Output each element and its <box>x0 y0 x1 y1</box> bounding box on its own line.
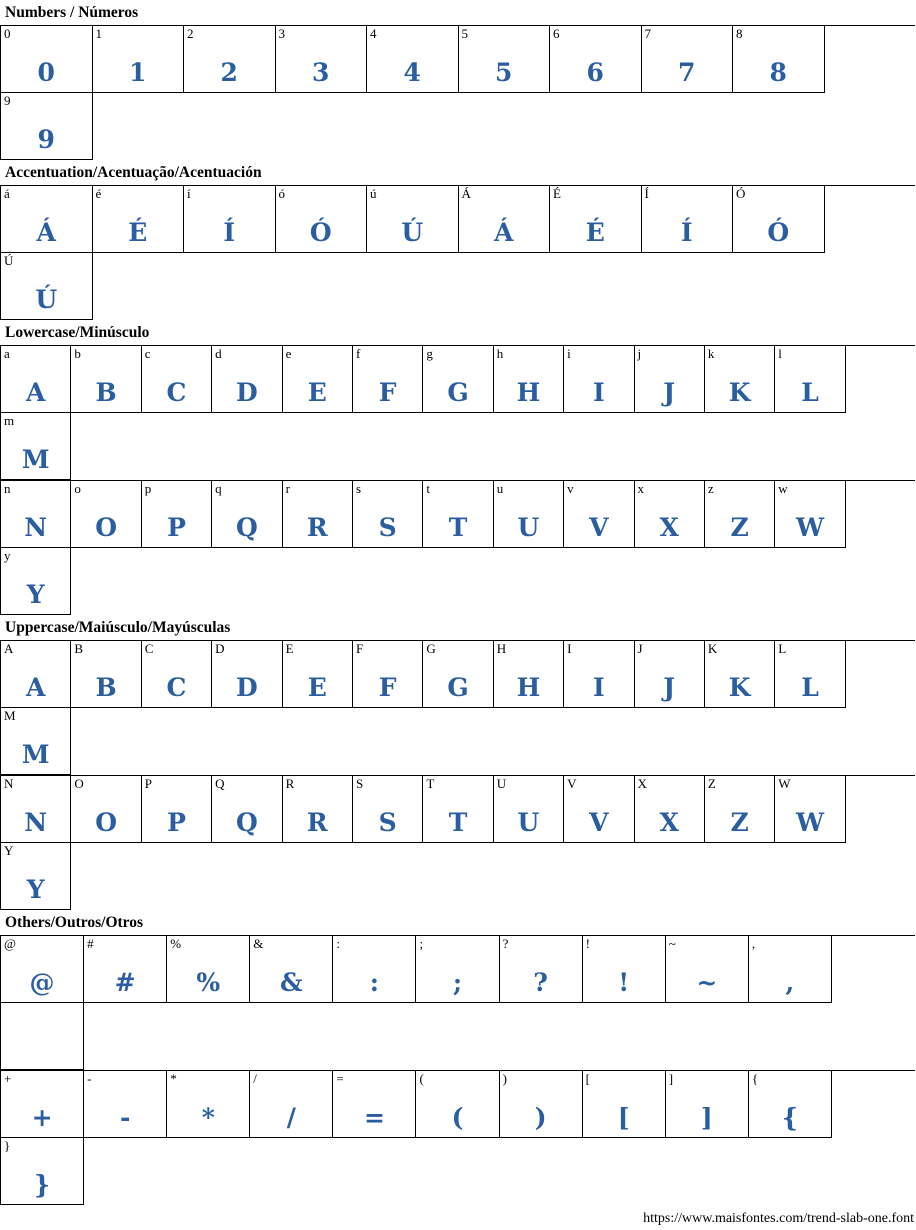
glyph-cell <box>71 776 141 843</box>
glyph-cell <box>416 1071 499 1138</box>
glyph-label: w <box>778 481 788 496</box>
glyph-cell <box>1 1138 84 1205</box>
glyph-sample: X <box>659 808 679 837</box>
section-title: Accentuation/Acentuação/Acentuación <box>5 164 262 181</box>
glyph-cell <box>367 26 459 93</box>
glyph-label: e <box>285 346 292 361</box>
glyph-sample: D <box>236 378 258 407</box>
glyph-row <box>0 935 915 1070</box>
glyph-sample: Í <box>223 218 236 247</box>
glyph-sample: N <box>24 513 48 542</box>
glyph-sample: Y <box>26 875 45 904</box>
section-title: Numbers / Números <box>5 4 139 21</box>
glyph-cell <box>494 346 564 413</box>
glyph-cell <box>642 186 734 253</box>
glyph-sample: Í <box>680 218 693 247</box>
glyph-sample: E <box>307 673 327 702</box>
glyph-sample: É <box>128 218 148 247</box>
glyph-sample: C <box>166 673 187 702</box>
glyph-sample: B <box>95 673 117 702</box>
glyph-cell <box>494 481 564 548</box>
glyph-label: v <box>567 481 574 496</box>
glyph-label: R <box>285 776 295 791</box>
glyph-cell <box>583 936 666 1003</box>
glyph-label: ( <box>419 1071 424 1086</box>
glyph-label: á <box>4 186 10 201</box>
glyph-cell <box>353 346 423 413</box>
glyph-label: ! <box>585 936 590 951</box>
glyph-sample: K <box>728 673 751 702</box>
glyph-label: E <box>285 641 294 656</box>
glyph-sample: V <box>589 513 609 542</box>
glyph-label: Y <box>4 843 14 858</box>
glyph-label: o <box>74 481 81 496</box>
glyph-label: Z <box>707 776 716 791</box>
source-url: https://www.maisfontes.com/trend-slab-one.font <box>643 1211 914 1226</box>
glyph-cell <box>212 641 282 708</box>
glyph-sample: B <box>95 378 117 407</box>
glyph-sample: , <box>785 968 795 997</box>
glyph-cell <box>459 186 551 253</box>
glyph-label: x <box>637 481 645 496</box>
glyph-sample: P <box>167 513 186 542</box>
glyph-label: h <box>496 346 504 361</box>
glyph-sample: ] <box>700 1103 713 1132</box>
glyph-cell <box>705 346 775 413</box>
glyph-sample: # <box>114 968 136 997</box>
glyph-sample: H <box>516 673 541 702</box>
glyph-sample: G <box>447 378 469 407</box>
glyph-label: @ <box>4 936 16 951</box>
glyph-cell <box>250 1071 333 1138</box>
glyph-cell <box>733 186 825 253</box>
glyph-label: f <box>355 346 361 361</box>
glyph-sample: Á <box>36 218 56 247</box>
glyph-cell <box>1 641 71 708</box>
glyph-label: Ú <box>4 253 14 268</box>
glyph-cell <box>564 481 634 548</box>
glyph-cell <box>184 26 276 93</box>
glyph-label: É <box>553 186 561 201</box>
glyph-sample: ; <box>452 968 463 997</box>
glyph-row <box>0 775 915 910</box>
glyph-row <box>0 480 915 615</box>
glyph-sample: @ <box>29 968 55 997</box>
glyph-cell <box>1 186 93 253</box>
glyph-sample: 4 <box>403 58 421 87</box>
section-title: Others/Outros/Otros <box>5 914 144 931</box>
glyph-cell <box>564 776 634 843</box>
glyph-label: 4 <box>370 26 377 41</box>
glyph-cell <box>167 1071 250 1138</box>
glyph-cell <box>705 776 775 843</box>
glyph-label: m <box>4 413 15 428</box>
glyph-cell <box>367 186 459 253</box>
glyph-label: A <box>4 641 14 656</box>
glyph-cell <box>494 776 564 843</box>
glyph-sample: R <box>306 513 328 542</box>
glyph-cell <box>423 641 493 708</box>
glyph-label: í <box>187 186 191 201</box>
glyph-cell <box>142 346 212 413</box>
glyph-cell <box>276 26 368 93</box>
glyph-cell <box>84 936 167 1003</box>
glyph-sample: 9 <box>37 125 55 154</box>
glyph-label: b <box>74 346 81 361</box>
glyph-label: ; <box>419 936 424 951</box>
glyph-sample: Q <box>235 513 258 542</box>
glyph-cell <box>142 641 212 708</box>
glyph-cell <box>635 481 705 548</box>
glyph-label: 9 <box>4 93 11 108</box>
glyph-label: z <box>707 481 714 496</box>
glyph-label: / <box>253 1071 257 1086</box>
glyph-cell <box>635 641 705 708</box>
glyph-label: H <box>496 641 507 656</box>
glyph-label: n <box>4 481 11 496</box>
glyph-cell <box>666 936 749 1003</box>
glyph-cell <box>283 481 353 548</box>
glyph-cell <box>71 481 141 548</box>
glyph-label: V <box>567 776 577 791</box>
glyph-sample: 3 <box>312 58 330 87</box>
glyph-cell <box>353 776 423 843</box>
glyph-label: = <box>336 1071 344 1086</box>
glyph-sample: M <box>21 740 50 769</box>
glyph-label: O <box>74 776 84 791</box>
glyph-cell <box>500 1071 583 1138</box>
glyph-sample: + <box>31 1103 53 1132</box>
glyph-cell <box>550 186 642 253</box>
glyph-label: X <box>637 776 647 791</box>
glyph-sample: ? <box>533 968 548 997</box>
glyph-sample: / <box>286 1103 296 1132</box>
glyph-sample: [ <box>617 1103 630 1132</box>
glyph-sample: 7 <box>678 58 696 87</box>
glyph-label: L <box>778 641 787 656</box>
glyph-label: { <box>751 1071 759 1086</box>
glyph-sample: L <box>801 378 819 407</box>
glyph-label: a <box>4 346 10 361</box>
glyph-label: K <box>707 641 718 656</box>
glyph-label: [ <box>585 1071 590 1086</box>
glyph-cell <box>1 26 93 93</box>
glyph-sample: L <box>801 673 819 702</box>
glyph-label: I <box>567 641 572 656</box>
glyph-label: ] <box>668 1071 674 1086</box>
glyph-cell <box>423 346 493 413</box>
glyph-sample: ) <box>534 1103 547 1132</box>
glyph-cell <box>212 346 282 413</box>
glyph-sample: - <box>119 1103 131 1132</box>
glyph-cell <box>276 186 368 253</box>
glyph-label: F <box>355 641 364 656</box>
glyph-sample: M <box>21 445 50 474</box>
glyph-sample: ~ <box>696 968 718 997</box>
glyph-label: 7 <box>644 26 651 41</box>
glyph-sample: D <box>236 673 258 702</box>
glyph-sample: S <box>378 808 397 837</box>
glyph-cell <box>167 936 250 1003</box>
glyph-sample: F <box>378 378 397 407</box>
glyph-label: D <box>215 641 225 656</box>
glyph-cell <box>212 776 282 843</box>
glyph-cell <box>353 481 423 548</box>
glyph-sample: Ó <box>767 218 790 247</box>
glyph-sample: R <box>306 808 328 837</box>
glyph-label: Á <box>461 186 471 201</box>
glyph-sample: { <box>781 1103 798 1132</box>
glyph-sample: 2 <box>220 58 238 87</box>
glyph-sample: H <box>516 378 541 407</box>
glyph-cell <box>564 346 634 413</box>
glyph-sample: & <box>280 968 303 997</box>
glyph-cell <box>1 776 71 843</box>
glyph-label: c <box>144 346 151 361</box>
glyph-label: d <box>215 346 222 361</box>
glyph-sample: W <box>795 513 825 542</box>
glyph-sample: Ó <box>309 218 332 247</box>
glyph-label: y <box>4 548 11 563</box>
glyph-cell <box>775 641 845 708</box>
glyph-label: ~ <box>668 936 676 951</box>
glyph-label: k <box>707 346 715 361</box>
glyph-cell <box>333 1071 416 1138</box>
glyph-label: ó <box>278 186 285 201</box>
glyph-sample: 8 <box>769 58 787 87</box>
glyph-cell <box>142 481 212 548</box>
glyph-sample: Ú <box>401 218 424 247</box>
glyph-label: j <box>637 346 642 361</box>
glyph-label: S <box>355 776 364 791</box>
glyph-cell <box>71 641 141 708</box>
glyph-cell <box>212 481 282 548</box>
glyph-cell <box>635 776 705 843</box>
glyph-sample: S <box>378 513 397 542</box>
glyph-sample: 5 <box>495 58 513 87</box>
glyph-cell <box>283 346 353 413</box>
glyph-cell <box>705 481 775 548</box>
glyph-label: r <box>285 481 290 496</box>
glyph-cell <box>459 26 551 93</box>
glyph-cell <box>283 776 353 843</box>
glyph-label: Q <box>215 776 225 791</box>
glyph-label: 3 <box>278 26 285 41</box>
glyph-sample: Y <box>26 580 45 609</box>
glyph-sample: T <box>448 808 468 837</box>
glyph-label: # <box>87 936 94 951</box>
glyph-cell <box>1 1003 84 1070</box>
glyph-sample: U <box>517 513 540 542</box>
glyph-label: t <box>426 481 430 496</box>
glyph-cell <box>1 708 71 775</box>
glyph-label: * <box>170 1071 177 1086</box>
glyph-sample: Z <box>730 513 749 542</box>
glyph-cell <box>749 936 832 1003</box>
glyph-label: é <box>95 186 102 201</box>
glyph-cell <box>416 936 499 1003</box>
glyph-row <box>0 185 915 320</box>
glyph-label: T <box>426 776 435 791</box>
glyph-row <box>0 25 915 160</box>
glyph-cell <box>423 776 493 843</box>
glyph-label: u <box>496 481 504 496</box>
glyph-label: 5 <box>461 26 468 41</box>
glyph-sample: 6 <box>586 58 604 87</box>
glyph-sample: N <box>24 808 48 837</box>
glyph-cell <box>775 346 845 413</box>
glyph-label: 8 <box>736 26 743 41</box>
glyph-cell <box>353 641 423 708</box>
glyph-label: , <box>751 936 756 951</box>
glyph-sample: 1 <box>129 58 147 87</box>
glyph-cell <box>775 481 845 548</box>
glyph-cell <box>84 1071 167 1138</box>
glyph-cell <box>1 936 84 1003</box>
glyph-label: + <box>4 1071 12 1086</box>
glyph-sample: Z <box>730 808 749 837</box>
glyph-label: % <box>170 936 182 951</box>
glyph-cell <box>71 346 141 413</box>
glyph-cell <box>550 26 642 93</box>
glyph-sample: Q <box>235 808 258 837</box>
glyph-sample: É <box>585 218 605 247</box>
glyph-cell <box>1 413 71 480</box>
glyph-cell <box>142 776 212 843</box>
glyph-sample: ! <box>618 968 630 997</box>
glyph-sample: } <box>34 1170 51 1199</box>
glyph-cell <box>583 1071 666 1138</box>
glyph-cell <box>564 641 634 708</box>
glyph-label: l <box>778 346 782 361</box>
glyph-label: C <box>144 641 154 656</box>
glyph-sample: Á <box>494 218 514 247</box>
glyph-sample: J <box>663 378 676 407</box>
glyph-cell <box>283 641 353 708</box>
glyph-sample: K <box>728 378 751 407</box>
glyph-label: : <box>336 936 340 951</box>
glyph-label: W <box>778 776 791 791</box>
glyph-sample: 0 <box>37 58 55 87</box>
glyph-sample: P <box>167 808 186 837</box>
glyph-cell <box>184 186 276 253</box>
glyph-sample: I <box>592 673 605 702</box>
glyph-sample: = <box>363 1103 385 1132</box>
glyph-sample: % <box>196 968 221 997</box>
glyph-sample: A <box>25 378 46 407</box>
glyph-sample: A <box>25 673 46 702</box>
glyph-label: Ó <box>736 186 746 201</box>
glyph-sample: W <box>795 808 825 837</box>
glyph-cell <box>93 186 185 253</box>
glyph-label: Í <box>644 186 649 201</box>
glyph-sample: O <box>95 808 117 837</box>
glyph-label: P <box>144 776 153 791</box>
glyph-label: 6 <box>553 26 560 41</box>
glyph-label: - <box>87 1071 92 1086</box>
glyph-sample: I <box>592 378 605 407</box>
glyph-cell <box>775 776 845 843</box>
glyph-label: J <box>637 641 643 656</box>
glyph-sample: : <box>369 968 380 997</box>
glyph-cell <box>494 641 564 708</box>
glyph-label: 2 <box>187 26 194 41</box>
glyph-label: i <box>567 346 571 361</box>
glyph-sample: F <box>378 673 397 702</box>
glyph-label: s <box>355 481 362 496</box>
glyph-label: M <box>4 708 16 723</box>
glyph-label: N <box>4 776 14 791</box>
glyph-cell <box>1 346 71 413</box>
glyph-cell <box>1 253 93 320</box>
glyph-sample: J <box>663 673 676 702</box>
glyph-cell <box>1 93 93 160</box>
glyph-cell <box>733 26 825 93</box>
glyph-label: G <box>426 641 436 656</box>
glyph-cell <box>423 481 493 548</box>
glyph-label: 1 <box>95 26 102 41</box>
glyph-cell <box>333 936 416 1003</box>
glyph-row <box>0 1070 915 1205</box>
glyph-row <box>0 640 915 775</box>
glyph-cell <box>666 1071 749 1138</box>
glyph-sample: X <box>659 513 679 542</box>
glyph-cell <box>250 936 333 1003</box>
glyph-label: q <box>215 481 222 496</box>
glyph-label: & <box>253 936 264 951</box>
glyph-cell <box>1 481 71 548</box>
glyph-label: ú <box>370 186 377 201</box>
glyph-cell <box>642 26 734 93</box>
glyph-label: ? <box>502 936 509 951</box>
glyph-label: } <box>4 1138 11 1153</box>
glyph-label: p <box>144 481 152 496</box>
section-title: Lowercase/Minúsculo <box>5 324 150 341</box>
glyph-sample: * <box>201 1103 215 1132</box>
glyph-sample: C <box>166 378 187 407</box>
section-title: Uppercase/Maiúsculo/Mayúsculas <box>5 619 231 636</box>
glyph-sample: U <box>517 808 540 837</box>
glyph-sample: Ú <box>35 285 58 314</box>
glyph-cell <box>93 26 185 93</box>
glyph-cell <box>1 548 71 615</box>
glyph-cell <box>500 936 583 1003</box>
glyph-cell <box>635 346 705 413</box>
glyph-sample: ( <box>451 1103 464 1132</box>
glyph-label: ) <box>502 1071 507 1086</box>
glyph-label: U <box>496 776 507 791</box>
glyph-sample: V <box>589 808 609 837</box>
glyph-cell <box>1 843 71 910</box>
glyph-cell <box>1 1071 84 1138</box>
glyph-label: 0 <box>4 26 11 41</box>
glyph-label: g <box>426 346 433 361</box>
glyph-sample: T <box>448 513 468 542</box>
glyph-sample: O <box>95 513 117 542</box>
glyph-sample: E <box>307 378 327 407</box>
glyph-cell <box>749 1071 832 1138</box>
glyph-cell <box>705 641 775 708</box>
glyph-label: B <box>74 641 84 656</box>
glyph-sample: G <box>447 673 469 702</box>
glyph-row <box>0 345 915 480</box>
